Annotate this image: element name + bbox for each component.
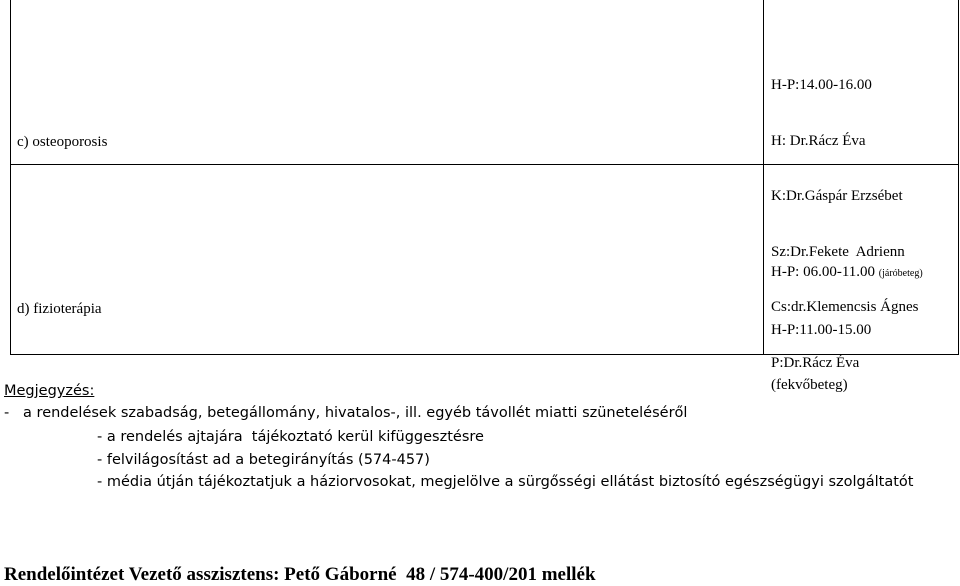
schedule-line: K:Dr.Gáspár Erzsébet [771, 188, 903, 204]
row-label-osteoporosis: c) osteoporosis [17, 134, 108, 150]
table-column-divider [763, 0, 764, 355]
schedule-line: P:Dr.Rácz Éva [771, 354, 860, 371]
schedule-line: H-P:11.00-15.00 [771, 321, 872, 338]
notes-line: - a rendelések szabadság, betegállomány, hivatalos-, ill. egyéb távollét miatti szüneteléséről [4, 405, 688, 421]
schedule-line: H-P: 06.00-11.00 (járóbeteg) [771, 264, 923, 280]
table-left-border [10, 0, 11, 355]
schedule-fizioterapia [771, 226, 923, 413]
schedule-note: (járóbeteg) [878, 268, 923, 279]
schedule-line: Cs:dr.Klemencsis Ágnes [771, 299, 919, 315]
footer-contact: Rendelőintézet Vezető asszisztens: Pető Gáborné 48 / 574-400/201 mellék [4, 564, 596, 585]
table-right-border [958, 0, 959, 355]
row-label-fizioterapia: d) fizioterápia [17, 301, 102, 317]
notes-title: Megjegyzés: [4, 383, 95, 399]
schedule-line: H: Dr.Rácz Éva [771, 132, 866, 149]
notes-line: - a rendelés ajtajára tájékoztató kerül kifüggesztésre [97, 429, 484, 445]
schedule-line: Sz:Dr.Fekete Adrienn [771, 243, 905, 260]
notes-line: - felvilágosítást ad a betegirányítás (574-457) [97, 452, 430, 468]
schedule-line: (fekvőbeteg) [771, 377, 848, 393]
schedule-line: H-P:14.00-16.00 [771, 77, 872, 93]
notes-line: - média útján tájékoztatjuk a háziorvosokat, megjelölve a sürgősségi ellátást biztosító egészségügyi szolgáltatót [97, 474, 914, 490]
